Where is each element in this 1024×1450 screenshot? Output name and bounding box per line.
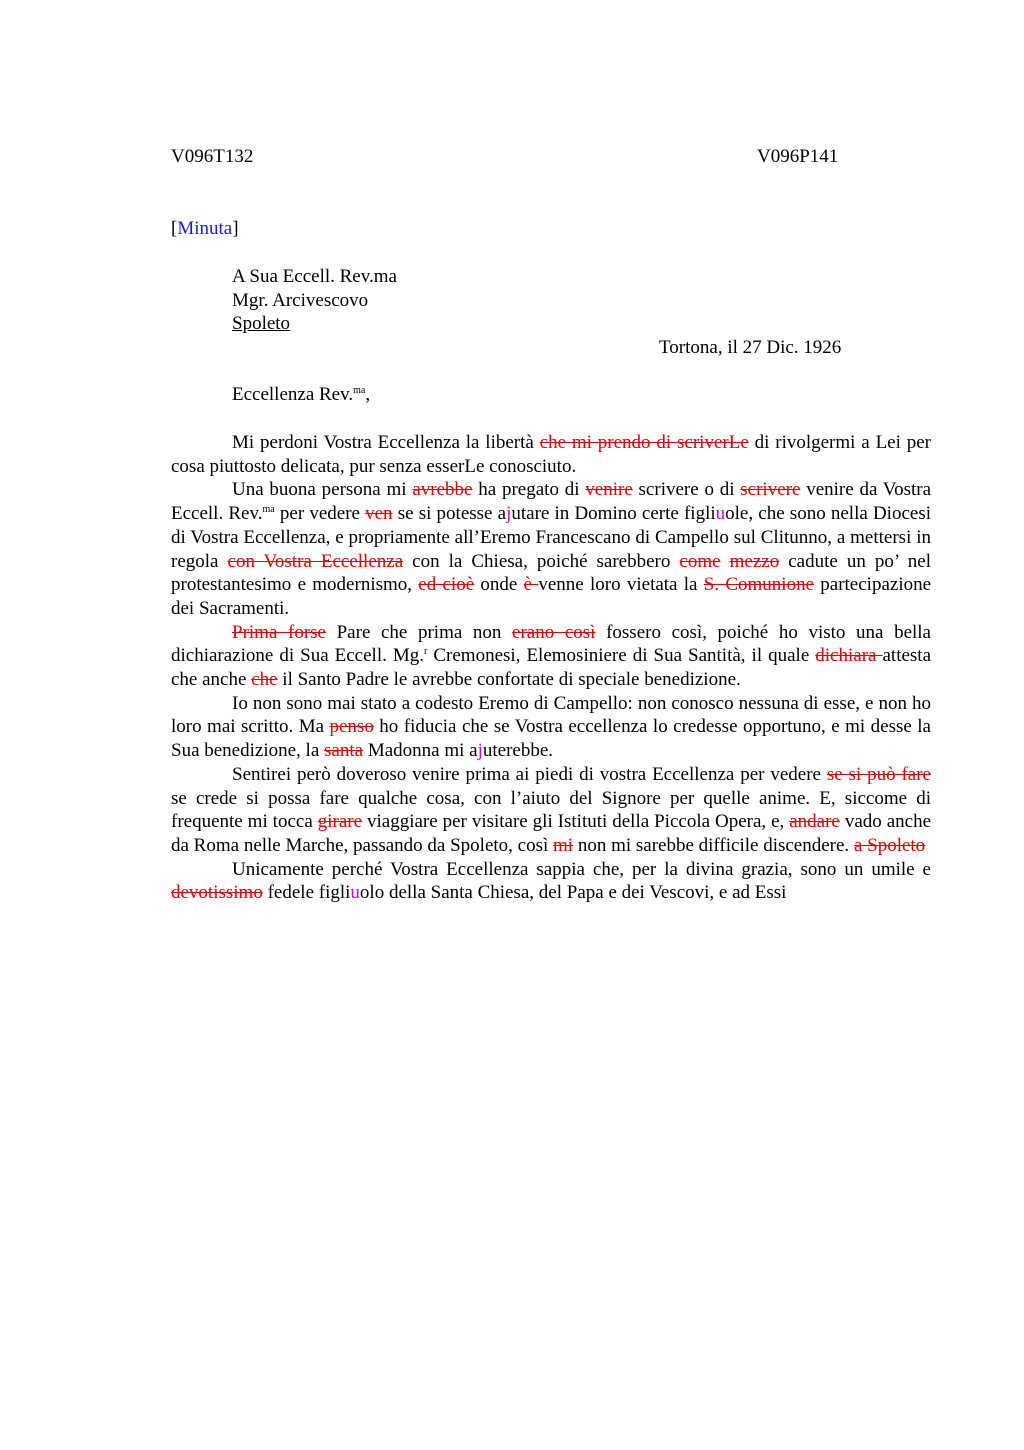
inserted-letter: j bbox=[506, 503, 512, 525]
document-code-right: V096P141 bbox=[757, 146, 839, 167]
paragraph bbox=[171, 621, 931, 692]
salutation-tail: , bbox=[365, 384, 371, 405]
salutation bbox=[232, 384, 370, 406]
deleted-text: ven bbox=[365, 503, 393, 525]
place-date: Tortona, il 27 Dic. 1926 bbox=[659, 337, 842, 358]
deleted-text: S. Comunione bbox=[703, 574, 814, 596]
text-segment: per vedere bbox=[274, 503, 366, 525]
text-segment: non mi sarebbe difficile discendere. bbox=[573, 834, 854, 856]
text-segment: ole, che sono nella Diocesi di Vostra Eccellenza, e propriamente all’Eremo Francescano di Campello sul Clitunno, a mettersi in regola bbox=[171, 503, 931, 572]
text-segment: Una buona persona mi bbox=[232, 479, 413, 501]
text-segment: Cremonesi, Elemosiniere di Sua Santità, il quale bbox=[427, 645, 816, 667]
text-segment: se si potesse a bbox=[392, 503, 507, 525]
deleted-text: ed cioè bbox=[418, 574, 475, 596]
document-code-left: V096T132 bbox=[171, 146, 254, 167]
text-segment: ho fiducia che se Vostra eccellenza lo credesse opportuno, e mi desse la Sua benedizione, la bbox=[171, 716, 931, 762]
text-segment: viaggiare per visitare gli Istituti della Piccola Opera, e, bbox=[362, 811, 790, 833]
deleted-text: girare bbox=[317, 811, 363, 833]
salutation-text: Eccellenza Rev. bbox=[232, 384, 354, 405]
text-segment: di rivolgermi a Lei per cosa piuttosto delicata, pur senza esserLe conosciuto. bbox=[171, 432, 931, 477]
text-segment: Unicamente perché Vostra Eccellenza sappia che, per la divina grazia, sono un umile e bbox=[232, 858, 931, 880]
minuta-label bbox=[171, 218, 239, 240]
inserted-letter: u bbox=[715, 503, 726, 525]
deleted-text: devotissimo bbox=[171, 882, 263, 904]
minuta-text: Minuta bbox=[177, 218, 233, 239]
deleted-text: se si può fare bbox=[826, 763, 931, 785]
deleted-text: mi bbox=[553, 834, 574, 856]
text-segment: scrivere o di bbox=[632, 479, 741, 501]
deleted-text: mezzo bbox=[729, 550, 780, 572]
deleted-text: avrebbe bbox=[412, 479, 473, 501]
text-segment: fedele figli bbox=[262, 882, 351, 904]
paragraph bbox=[171, 763, 931, 858]
superscript: ma bbox=[262, 504, 275, 516]
deleted-text: con Vostra Eccellenza bbox=[227, 550, 404, 572]
paragraph bbox=[171, 692, 931, 763]
deleted-text: venire bbox=[585, 479, 633, 501]
deleted-text: a Spoleto bbox=[853, 834, 926, 856]
deleted-text: come bbox=[679, 550, 721, 572]
deleted-text: è bbox=[523, 574, 539, 596]
text-segment: se crede si possa fare qualche cosa, con l’aiuto del Signore per quelle anime. E, siccome di frequente mi tocca bbox=[171, 787, 931, 833]
text-segment: utare in Domino certe figli bbox=[511, 503, 716, 525]
inserted-letter: u bbox=[350, 882, 360, 904]
deleted-text: Prima forse bbox=[232, 621, 326, 643]
text-segment: il Santo Padre le avrebbe confortate di speciale benedizione. bbox=[277, 669, 741, 691]
address-line-1: A Sua Eccell. Rev.ma bbox=[232, 266, 397, 287]
text-segment: venne loro vietata la bbox=[538, 574, 704, 596]
salutation-sup: ma bbox=[353, 385, 366, 396]
text-segment: vado anche da Roma nelle Marche, passando da Spoleto, così bbox=[171, 811, 931, 856]
text-segment: venire da Vostra Eccell. Rev. bbox=[171, 479, 932, 525]
text-segment: ha pregato di bbox=[472, 479, 586, 501]
text-segment: attesta che anche bbox=[171, 645, 932, 691]
deleted-text: andare bbox=[789, 811, 840, 833]
deleted-text: penso bbox=[329, 716, 374, 738]
text-segment: onde bbox=[474, 574, 524, 596]
deleted-text: che mi prendo di scriverLe bbox=[539, 432, 749, 453]
text-segment: cadute un po’ nel protestantesimo e modernismo, bbox=[171, 550, 932, 596]
paragraph bbox=[171, 478, 931, 620]
text-segment: Sentirei però doveroso venire prima ai piedi di vostra Eccellenza per vedere bbox=[232, 763, 827, 785]
minuta-close-bracket: ] bbox=[232, 218, 239, 239]
superscript: r bbox=[424, 646, 428, 658]
text-segment: Mi perdoni Vostra Eccellenza la libertà bbox=[232, 432, 540, 453]
text-segment: Madonna mi a bbox=[363, 740, 478, 762]
deleted-text: santa bbox=[324, 740, 364, 762]
text-segment: partecipazione dei Sacramenti. bbox=[171, 574, 932, 619]
inserted-letter: j bbox=[477, 740, 483, 762]
paragraph bbox=[171, 858, 931, 905]
paragraph bbox=[171, 431, 931, 478]
text-segment: con la Chiesa, poiché sarebbero bbox=[403, 550, 680, 572]
text-segment: olo della Santa Chiesa, del Papa e dei Vescovi, e ad Essi bbox=[359, 882, 787, 904]
text-segment: uterebbe. bbox=[482, 740, 554, 762]
text-segment: fossero così, poiché ho visto una bella dichiarazione di Sua Eccell. Mg. bbox=[171, 621, 931, 667]
deleted-text: dichiara bbox=[815, 645, 883, 667]
minuta-open-bracket: [ bbox=[171, 218, 178, 239]
text-segment: Pare che prima non bbox=[326, 621, 513, 643]
address-city: Spoleto bbox=[232, 313, 291, 334]
address-line-2: Mgr. Arcivescovo bbox=[232, 290, 369, 311]
address-line-3 bbox=[232, 313, 290, 335]
deleted-text: scrivere bbox=[740, 479, 801, 501]
deleted-text: erano così bbox=[512, 621, 596, 643]
deleted-text: che bbox=[251, 669, 278, 691]
letter-body bbox=[171, 431, 931, 905]
text-segment bbox=[721, 551, 730, 572]
text-segment: Io non sono mai stato a codesto Eremo di Campello: non conosco nessuna di esse, e non ho loro mai scritto. Ma bbox=[171, 692, 931, 738]
